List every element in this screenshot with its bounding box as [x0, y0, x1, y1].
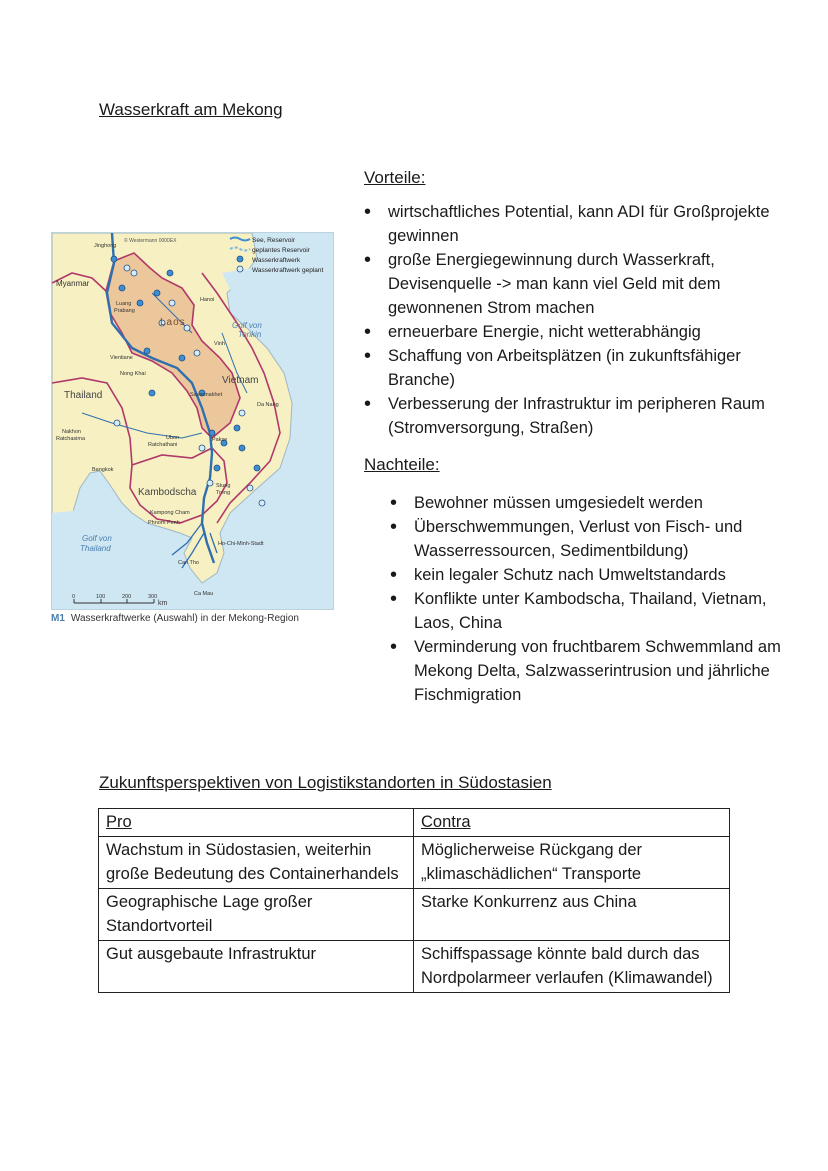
city-ubon-1: Ubon	[166, 435, 180, 441]
cell-contra: Starke Konkurrenz aus China	[414, 889, 730, 941]
cell-pro: Wachstum in Südostasien, weiterhin große Bedeutung des Containerhandels	[99, 837, 414, 889]
list-item: • Bewohner müssen umgesiedelt werden	[390, 491, 810, 515]
city-can-tho: Can Tho	[178, 560, 199, 566]
table-row	[99, 941, 730, 993]
label-golf-thailand-1: Golf von	[82, 534, 112, 543]
label-laos: Laos	[160, 317, 186, 328]
list-item: • Verbesserung der Infrastruktur im peripheren Raum (Stromversorgung, Straßen)	[364, 392, 794, 440]
label-vietnam: Vietnam	[222, 375, 259, 386]
city-pakse: Pakse	[212, 437, 228, 443]
list-item: • erneuerbare Energie, nicht wetterabhängig	[364, 320, 794, 344]
scale-unit: km	[158, 600, 168, 607]
list-item: • Verminderung von fruchtbarem Schwemmland am Mekong Delta, Salzwasserintrusion und jährliche Fischmigration	[390, 635, 810, 707]
vorteile-heading: Vorteile:	[364, 168, 426, 187]
city-luang-1: Luang	[116, 301, 132, 307]
header-pro: Pro	[99, 809, 414, 837]
legend-hydropower-planned: Wasserkraftwerk geplant	[252, 267, 324, 274]
map-copyright: © Westermann 0000EX	[124, 238, 177, 244]
map-caption-label: M1	[51, 613, 65, 624]
scale-tick: 300	[148, 594, 158, 600]
table-header-row	[99, 809, 730, 837]
pro-contra-table	[98, 808, 730, 993]
cell-pro: Gut ausgebaute Infrastruktur	[99, 941, 414, 993]
scale-tick: 200	[122, 594, 132, 600]
city-nakhon-1: Nakhon	[62, 429, 81, 435]
city-ca-mau: Ca Mau	[194, 591, 214, 597]
city-nong-khai: Nong Khai	[120, 371, 146, 377]
city-ho-chi-minh: Ho-Chi-Minh-Stadt	[218, 541, 264, 547]
list-item: • wirtschaftliches Potential, kann ADI für Großprojekte gewinnen	[364, 200, 794, 248]
vorteile-list	[364, 200, 794, 440]
mekong-map	[51, 232, 334, 610]
list-item: • Konflikte unter Kambodscha, Thailand, Vietnam, Laos, China	[390, 587, 810, 635]
cell-pro: Geographische Lage großer Standortvorteil	[99, 889, 414, 941]
city-stung-1: Stung	[216, 483, 231, 489]
city-vientiane: Vientiane	[110, 355, 133, 361]
city-kampong-cham: Kampong Cham	[150, 510, 190, 516]
city-hanoi: Hanoi	[200, 297, 215, 303]
table-row	[99, 889, 730, 941]
label-golf-thailand-2: Thailand	[80, 544, 111, 553]
city-da-nang: Da Nang	[257, 402, 279, 408]
cell-contra: Möglicherweise Rückgang der „klimaschädlichen“ Transporte	[414, 837, 730, 889]
city-vinh: Vinh	[214, 341, 225, 347]
list-item: • Überschwemmungen, Verlust von Fisch- und Wasserressourcen, Sedimentbildung)	[390, 515, 810, 563]
city-stung-2: Treng	[216, 490, 231, 496]
label-tonkin-1: Golf von	[232, 321, 262, 330]
city-luang-2: Prabang	[114, 308, 135, 314]
nachteile-list	[390, 491, 810, 707]
cell-contra: Schiffspassage könnte bald durch das Nordpolarmeer verlaufen (Klimawandel)	[414, 941, 730, 993]
list-item: • Schaffung von Arbeitsplätzen (in zukunftsfähiger Branche)	[364, 344, 794, 392]
header-contra: Contra	[414, 809, 730, 837]
table-heading: Zukunftsperspektiven von Logistikstandorten in Südostasien	[99, 773, 552, 792]
city-savannakhet: Savannakhet	[190, 392, 223, 398]
list-item: • kein legaler Schutz nach Umweltstandards	[390, 563, 810, 587]
city-nakhon-2: Ratchasima	[56, 436, 86, 442]
map-caption-text: Wasserkraftwerke (Auswahl) in der Mekong-Region	[70, 613, 299, 624]
list-item: • große Energiegewinnung durch Wasserkraft, Devisenquelle -> man kann viel Geld mit dem gewonnenen Strom machen	[364, 248, 794, 320]
city-bangkok: Bangkok	[92, 467, 114, 473]
label-thailand: Thailand	[64, 390, 103, 401]
legend-reservoir: See, Reservoir	[252, 237, 295, 244]
city-ubon-2: Ratchathani	[148, 442, 178, 448]
legend-hydropower: Wasserkraftwerk	[252, 257, 301, 264]
scale-tick: 0	[72, 594, 76, 600]
city-jinghong: Jinghong	[94, 243, 117, 249]
label-myanmar: Myanmar	[56, 279, 90, 288]
map-caption	[51, 613, 299, 624]
page-title: Wasserkraft am Mekong	[99, 100, 283, 119]
nachteile-heading: Nachteile:	[364, 455, 440, 474]
scale-tick: 100	[96, 594, 106, 600]
label-tonkin-2: Tonkin	[238, 330, 262, 339]
table-row	[99, 837, 730, 889]
legend-planned-reservoir: geplantes Reservoir	[252, 247, 310, 254]
label-kambodscha: Kambodscha	[138, 487, 197, 498]
city-phnom-penh: Phnom Penh	[148, 520, 180, 526]
